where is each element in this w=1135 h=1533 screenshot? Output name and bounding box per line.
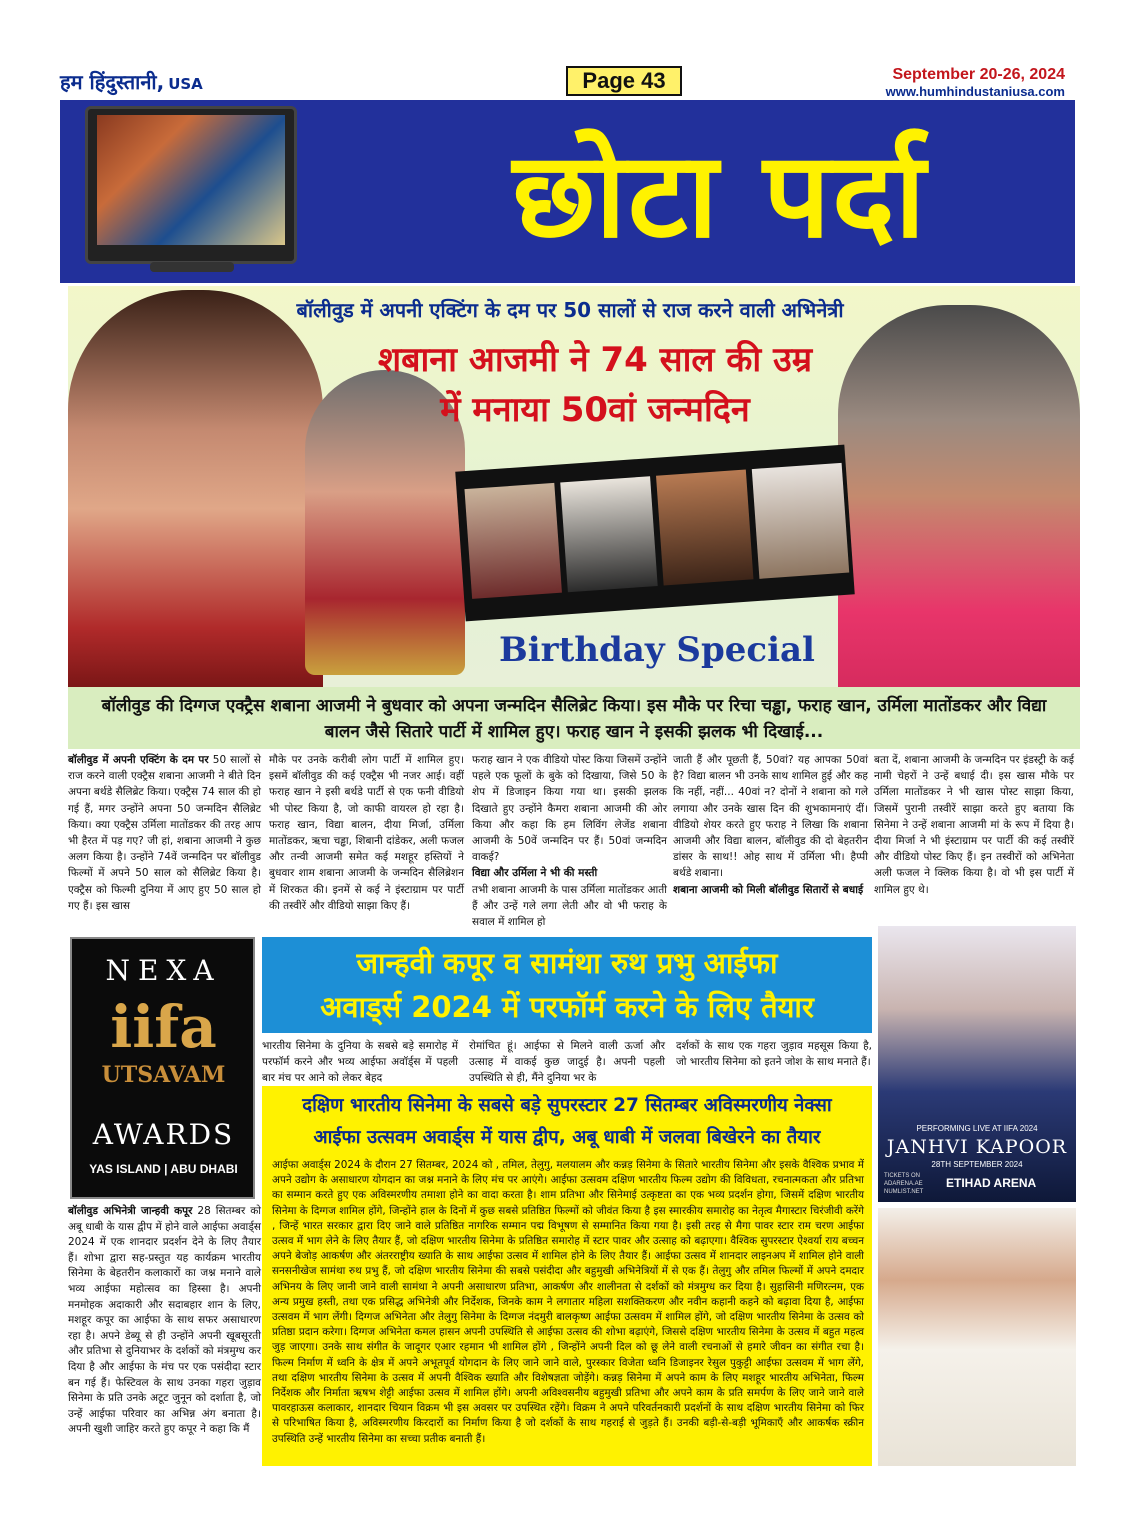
janhvi-article-column bbox=[68, 1204, 261, 1438]
birthday-special-label: Birthday Special bbox=[499, 630, 815, 670]
headline-line-1: जान्हवी कपूर व सामंथा रुथ प्रभु आईफा bbox=[356, 946, 778, 980]
column-text: तभी शबाना आजमी के पास उर्मिला मातोंडकर आती हैं और उन्हें गले लगा लेती और वो भी फराह के सवाल में शामिल हो bbox=[472, 883, 667, 929]
filmstrip-frame bbox=[560, 476, 657, 592]
tv-stand bbox=[150, 262, 234, 272]
headline-line-2: अवाड्‌र्स 2024 में परफॉर्म करने के लिए तैयार bbox=[320, 990, 814, 1024]
tv-screen-image bbox=[97, 115, 285, 245]
venue-label: YAS ISLAND | ABU DHABI bbox=[89, 1162, 238, 1176]
filmstrip-frame bbox=[464, 483, 561, 599]
column-text: 28 सितम्बर को अबू धाबी के यास द्वीप में होने वाले आईफा अवार्ड्स 2024 में एक शानदार प्रदर्शन देने के लिए तैयार हैं। शोभा द्वारा सह-प्रस्तुत यह कार्यक्रम भारतीय सिनेमा के बेहतरीन कलाकारों का जश्न मनाने वाले भव्य आईफा महोत्सव का हिस्सा है। अपनी मनमोहक अदाकारी और सदाबहार शान के लिए, मशहूर कपूर का आईफा के साथ सफर असाधारण रहा है। अपने डेब्यू से ही उन्होंने अपनी खूबसूरती और प्रतिभा से दुनियाभर के दर्शकों को मंत्रमुग्ध कर दिया है और आईफा के मंच पर एक पसंदीदा स्टार बन गई हैं। फेस्टिवल के साथ उनका गहरा जुड़ाव सिनेमा के प्रति उनके अटूट जुनून को दर्शाता है, जो उन्हें आईफा परिवार का अभिन्न अंग बनाता है। अपनी खुशी जाहिर करते हुए कपूर ने कहा कि मैं bbox=[68, 1205, 261, 1436]
article-column-3 bbox=[472, 752, 667, 930]
highlight-body: आईफा अवार्ड्स 2024 के दौरान 27 सितम्बर, 2024 को , तमिल, तेलुगु, मलयालम और कन्नड़ सिनेमा के सितारे भारतीय सिनेमा और इसके वैश्विक प्रभाव में अपने उद्योग के असाधारण योगदान का जश्न मनाने के लिए मंच पर आएंगे। आईफा उत्सवम दक्षिण भारतीय फिल्म उद्योग की विविधता, रचनात्मकता और प्रतिभा का सम्मान करते हुए एक अविस्मरणीय तमाशा होने का वादा करता है। शाम प्रतिभा और सिनेमाई उत्कृष्टता का एक भव्य प्रदर्शन होगा, जिसमें दक्षिण भारतीय सिनेमा के दिग्गज शामिल होंगे, जिन्होंने हाल के दिनों में कुछ सबसे प्रतिष्ठित फिल्मों को जीवंत किया है इस स्मारकीय समारोह का नेतृत्व मैगास्टार चिरंजीवी करेंगे , जिन्हें भारत सरकार द्वारा दिए जाने वाले प्रतिष्ठित नागरिक सम्मान पद्म विभूषण से सम्मानित किया गया है। इसी तरह से मैगा पावर स्टार राम चरण आईफा उत्सव में भाग लेने के लिए तैयार हैं, जो दक्षिण भारतीय सिनेमा के प्रतिष्ठित समारोह में स्टार पावर और उत्साह को बढ़ाएगा। वैश्विक सुपरस्टार ऐश्वर्या राय बच्चन अपने बेजोड़ आकर्षण और अंतरराष्ट्रीय ख्याति के साथ आईफा उत्सव में शामिल होने के लिए तैयार हैं। आईफा उत्सव में शानदार लाइनअप में शामिल होने वाली सनसनीखेज सामंथा रुथ प्रभु हैं, जो दक्षिण भारतीय सिनेमा की सबसे पसंदीदा और बहुमुखी अभिनेत्रियों में से एक हैं। तेलुगु और तमिल फिल्मों में अपने दमदार अभिनय के लिए जानी जाने वाली सामंथा ने अपनी असाधारण प्रतिभा, आकर्षण और शालीनता से दर्शकों को मंत्रमुग्ध कर दिया है। सुहासिनी मणिरत्नम, एक अन्य प्रमुख हस्ती, तथा एक प्रसिद्ध अभिनेत्री और निर्देशक, जिनके काम ने लगातार महिला सशक्तिकरण और नवीन कहानी कहने को बढ़ावा दिया है, आईफा उत्सवम में भाग लेंगी। दिग्गज अभिनेता और तेलुगु सिनेमा के दिग्गज नंदमुरी बालकृष्ण आईफा उत्सवम में शामिल होंगे, जो दक्षिण भारतीय सिनेमा के उत्सव को प्रतिष्ठा प्रदान करेगा। दिग्गज अभिनेता कमल हासन अपनी उपस्थिति से आईफा उत्सव की शोभा बढ़ाएंगे, जिससे दक्षिण भारतीय सिनेमा के उत्सव में बहुत महत्व जुड़ जाएगा। उनके साथ संगीत के जादूगर एआर रहमान भी शामिल होंगे , जिन्होंने अपनी दिल को छू लेने वाली रचनाओं से हमारे जीवन का संगीत रचा है। फिल्म निर्माण में ध्वनि के क्षेत्र में अपने अभूतपूर्व योगदान के लिए जाने जाने वाले, पुरस्कार विजेता ध्वनि डिजाइनर रेसुल पुकुट्टी आईफा उत्सवम में भाग लेंगे, तथा दक्षिण भारतीय सिनेमा के उत्सव में अपनी वैश्विक ख्याति और विशेषज्ञता जोड़ेंगे। कन्नड़ सिनेमा में अपने काम के लिए मशहूर भारतीय अभिनेता, फिल्म निर्देशक और निर्माता ऋषभ शेट्टी आईफा उत्सव में शामिल होंगे। अपनी अविश्वसनीय बहुमुखी प्रतिभा और अपने काम के प्रति समर्पण के लिए जाने जाने वाले पावरहाऊस कलाकार, शानदार चियान विक्रम भी इस अवसर पर उपस्थित रहेंगे। विक्रम ने अपने परिवर्तनकारी प्रदर्शनों के साथ दक्षिण भारतीय सिनेमा को फिर से परिभाषित किया है, अविस्मरणीय किरदारों का निर्माण किया है जो दर्शकों के साथ गहराई से जुड़ते हैं। उनकी बड़ी-से-बड़ी भूमिकाएँ और आकर्षक स्क्रीन उपस्थिति उन्हें भारतीय सिनेमा का सच्चा प्रतीक बनाती हैं। bbox=[272, 1159, 864, 1445]
nexa-logo: NEXA bbox=[105, 954, 222, 987]
story-column: रोमांचित हूं। आईफा से मिलने वाली ऊर्जा और उत्साह में वाकई कुछ जादुई है। अपनी पहली उपस्थिति से ही, मैंने दुनिया भर के bbox=[469, 1040, 665, 1084]
headline-line-2: में मनाया 50वां जन्मदिन bbox=[440, 390, 750, 430]
masthead-usa: USA bbox=[168, 75, 203, 93]
utsavam-logo: UTSAVAM bbox=[101, 1062, 226, 1088]
article-column-4 bbox=[673, 752, 868, 898]
feature-headline bbox=[360, 335, 830, 435]
poster-date: 28TH SEPTEMBER 2024 bbox=[931, 1160, 1023, 1169]
column-lead: बॉलीवुड अभिनेत्री जान्हवी कपूर bbox=[68, 1205, 193, 1217]
article-column-5: बता दें, शबाना आजमी के जन्मदिन पर इंडस्ट्री के कई नामी चेहरों ने उन्हें बधाई दी। इस खास मौके पर उर्मिला मातोंडकर ने भी खास पोस्ट साझा किया, जिसमें पुरानी तस्वीरें साझा करते हुए बताया कि सिनेमा ने उन्हें शबाना आजमी मां के रूप में दिया है। दीया मिर्जा ने भी इंस्टाग्राम पर पार्टी की कई तस्वीरें और वीडियो पोस्ट किए हैं। इन तस्वीरों को अभिनेता अली फजल ने क्लिक किया है। वो भी इस पार्टी में शामिल हुए थे। bbox=[874, 754, 1074, 896]
headline-line-1: शबाना आजमी ने 74 साल की उम्र bbox=[377, 340, 813, 380]
poster-performing-label: PERFORMING LIVE AT IIFA 2024 bbox=[916, 1124, 1038, 1133]
column-text: 50 सालों से राज करने वाली एक्ट्रैस शबाना आजमी ने बीते दिन अपना बर्थडे सैलिब्रेट किया। एक्ट्रैस 74 साल की हो गई हैं, मगर उन्होंने अपना 50 जन्मदिन सैलिब्रेट किया। क्या एक्ट्रैस उर्मिला मातोंडकर की तरह आप भी हैरत में पड़ गए? जी हां, शबाना आजमी ने कुछ अलग किया है। उन्होंने 74वें जन्मदिन पर बॉलीवुड फिल्मों में अपने 50 साल को सैलिब्रेट किया है। एक्ट्रैस को फिल्मी दुनिया में आए हुए 50 साल हो गए हैं। इस खास bbox=[68, 754, 261, 912]
story-column: भारतीय सिनेमा के दुनिया के सबसे बड़े समारोह में परफॉर्म करने और भव्य आईफा अवॉर्ड्स में पहली बार मंच पर आने को लेकर बेहद bbox=[262, 1040, 458, 1084]
issue-date: September 20-26, 2024 bbox=[892, 66, 1065, 83]
story-column: दर्शकों के साथ एक गहरा जुड़ाव महसूस किया है, जो भारतीय सिनेमा को इतने जोश के साथ मनाते हैं। bbox=[676, 1040, 872, 1068]
column-subhead: शबाना आजमी को मिली बॉलीवुड सितारों से बधाई bbox=[673, 883, 864, 896]
column-text: जाती हैं और पूछती हैं, 50वां? यह आपका 50वां है? विद्या बालन भी उनके साथ शामिल हुई और कह कि नहीं, नहीं... 40वां न? दोनों ने शबाना को गले लगाया और उनके खास दिन की शुभकामनाएं दीं। वीडियो शेयर करते हुए फराह ने लिखा कि शबाना आजमी और विद्या बालन, बॉलीवुड की दो बेहतरीन डांसर के साथ!! ओह साथ में उर्मिला भी। हैप्पी बर्थडे शबाना। bbox=[673, 754, 868, 880]
column-text: फराह खान ने एक वीडियो पोस्ट किया जिसमें उन्होंने पहले एक फूलों के बुके को दिखाया, जिसे 50 के शेप में डिजाइन किया गया था। इसकी झलक दिखाते हुए उन्होंने कैमरा शबाना आजमी की ओर किया और कहा कि हम लिविंग लेजेंड शबाना आजमी के 50वें जन्मदिन पर हैं। 50वां जन्मदिन वाकई? bbox=[472, 754, 667, 864]
headline-line-1: दक्षिण भारतीय सिनेमा के सबसे बड़े सुपरस्टार 27 सितम्बर अविस्मरणीय नेक्सा bbox=[302, 1095, 832, 1116]
filmstrip-collage bbox=[455, 445, 855, 622]
filmstrip-frame bbox=[656, 470, 753, 586]
shabana-recent-photo bbox=[838, 305, 1080, 688]
section-title: छोटा पर्दा bbox=[512, 126, 928, 264]
website-link[interactable]: www.humhindustaniusa.com bbox=[885, 84, 1065, 99]
article-column-1 bbox=[68, 752, 261, 914]
samantha-photo bbox=[878, 1208, 1076, 1466]
iifa-story-headline bbox=[262, 937, 872, 1033]
poster-arena: ETIHAD ARENA bbox=[946, 1176, 1037, 1190]
headline-line-2: आईफा उत्सवम अवार्ड्स में यास द्वीप, अबू धाबी में जलवा बिखेरने का तैयार bbox=[313, 1127, 821, 1148]
page-number: Page 43 bbox=[566, 66, 682, 96]
column-lead: बॉलीवुड में अपनी एक्टिंग के दम पर bbox=[68, 754, 209, 766]
feature-kicker: बॉलीवुड में अपनी एक्टिंग के दम पर 50 सालों से राज करने वाली अभिनेत्री bbox=[296, 298, 844, 322]
highlight-headline bbox=[262, 1090, 872, 1154]
awards-label: AWARDS bbox=[92, 1118, 235, 1151]
poster-tickets: TICKETS ON ADARENA.AE NUMLIST.NET bbox=[884, 1173, 924, 1195]
masthead-title: हम हिंदुस्तानी, bbox=[60, 70, 165, 94]
shabana-portrait-photo bbox=[68, 290, 323, 688]
masthead bbox=[60, 68, 203, 95]
poster-name: JANHVI KAPOOR bbox=[886, 1136, 1068, 1158]
article-column-2: मौके पर उनके करीबी लोग पार्टी में शामिल हुए। इसमें बॉलीवुड की कई एक्ट्रैस भी नजर आई। वहीं फराह खान ने इसी बर्थडे पार्टी से एक फनी वीडियो भी पोस्ट किया है, जो काफी वायरल हो रहा है। फराह खान, विद्या बालन, दीया मिर्जा, उर्मिला मातोंडकर, ऋचा चड्ढा, शिबानी दांडेकर, अली फजल और तन्वी आजमी समेत कई मशहूर हस्तियों ने बुधवार शाम शबाना आजमी के जन्मदिन सैलिब्रेशन में शिरकत की। इनमें से कई ने इंस्टाग्राम पर पार्टी की तस्वीरें और वीडियो साझा किए हैं। bbox=[269, 754, 464, 912]
feature-intro: बॉलीवुड की दिग्गज एक्ट्रैस शबाना आजमी ने बुधवार को अपना जन्मदिन सैलिब्रेट किया। इस मौके पर रिचा चड्ढा, फराह खान, उर्मिला मातोंडकर और विद्या बालन जैसे सितारे पार्टी में शामिल हुए। फराह खान ने इसकी झलक भी दिखाई... bbox=[68, 687, 1080, 749]
iifa-logo: iifa bbox=[110, 993, 217, 1061]
column-subhead: विद्या और उर्मिला ने भी की मस्ती bbox=[472, 867, 598, 880]
filmstrip-frame bbox=[752, 463, 849, 579]
